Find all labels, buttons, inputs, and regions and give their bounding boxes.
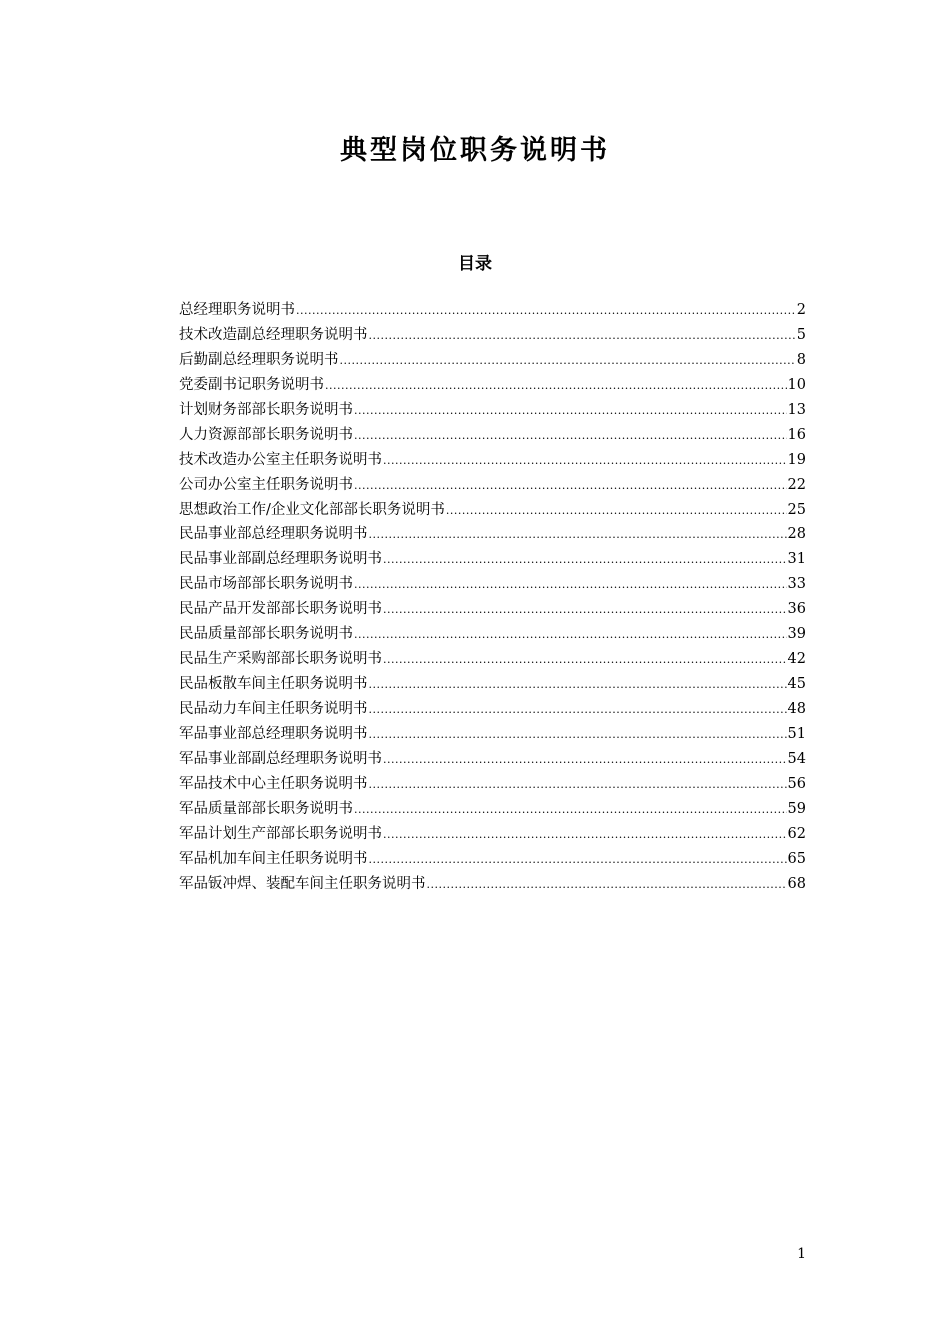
document-title: 典型岗位职务说明书: [340, 135, 610, 166]
toc-entry[interactable]: [179, 697, 806, 722]
toc-dot-leader: [369, 673, 787, 698]
toc-entry[interactable]: [179, 647, 806, 672]
toc-entry-page-number[interactable]: 68: [787, 875, 806, 892]
toc-entry-page-number[interactable]: 65: [787, 850, 806, 867]
toc-entry-page-number[interactable]: 42: [787, 651, 806, 668]
toc-entry-label[interactable]: 民品市场部部长职务说明书: [179, 576, 353, 593]
toc-entry-page-number[interactable]: 56: [787, 775, 806, 792]
toc-dot-leader: [427, 873, 787, 898]
toc-entry-page-number[interactable]: 25: [787, 501, 806, 518]
toc-entry-label[interactable]: 民品质量部部长职务说明书: [179, 626, 353, 643]
toc-entry-page-number[interactable]: 22: [787, 476, 806, 493]
toc-entry-label[interactable]: 后勤副总经理职务说明书: [179, 351, 339, 368]
toc-dot-leader: [383, 648, 787, 673]
toc-entry-page-number[interactable]: 54: [787, 750, 806, 767]
toc-entry-label[interactable]: 军品质量部部长职务说明书: [179, 800, 353, 817]
toc-entry-label[interactable]: 民品产品开发部部长职务说明书: [179, 601, 382, 618]
table-of-contents: [179, 298, 806, 897]
toc-dot-leader: [354, 474, 787, 499]
toc-entry-label[interactable]: 总经理职务说明书: [179, 302, 295, 318]
toc-entry-page-number[interactable]: 51: [787, 725, 806, 742]
toc-entry[interactable]: [179, 498, 806, 523]
toc-entry-page-number[interactable]: 62: [787, 825, 806, 842]
toc-entry-label[interactable]: 民品动力车间主任职务说明书: [179, 701, 368, 717]
toc-entry[interactable]: [179, 547, 806, 572]
toc-entry[interactable]: [179, 597, 806, 622]
toc-entry-label[interactable]: 思想政治工作/企业文化部部长职务说明书: [179, 501, 445, 518]
toc-entry[interactable]: [179, 572, 806, 597]
toc-entry[interactable]: [179, 847, 806, 872]
toc-entry[interactable]: [179, 373, 806, 398]
toc-entry-label[interactable]: 民品生产采购部部长职务说明书: [179, 651, 382, 668]
toc-dot-leader: [369, 523, 787, 548]
toc-entry[interactable]: [179, 872, 806, 897]
toc-entry-page-number[interactable]: 31: [787, 551, 806, 568]
toc-entry[interactable]: [179, 398, 806, 423]
toc-dot-leader: [354, 623, 787, 648]
toc-dot-leader: [354, 399, 787, 424]
toc-entry-label[interactable]: 计划财务部部长职务说明书: [179, 401, 353, 418]
toc-entry-page-number[interactable]: 10: [787, 376, 806, 393]
toc-dot-leader: [340, 349, 796, 374]
toc-entry-page-number[interactable]: 8: [796, 351, 806, 368]
toc-entry[interactable]: [179, 448, 806, 473]
toc-dot-leader: [446, 499, 787, 524]
toc-dot-leader: [369, 773, 787, 798]
toc-entry-page-number[interactable]: 33: [787, 576, 806, 593]
toc-entry-label[interactable]: 民品事业部副总经理职务说明书: [179, 551, 382, 568]
toc-entry-page-number[interactable]: 16: [787, 426, 806, 443]
toc-entry-label[interactable]: 军品机加车间主任职务说明书: [179, 850, 368, 867]
toc-entry-label[interactable]: 技术改造副总经理职务说明书: [179, 326, 368, 343]
toc-entry-page-number[interactable]: 19: [787, 451, 806, 468]
toc-dot-leader: [354, 798, 787, 823]
toc-entry-page-number[interactable]: 5: [796, 326, 806, 343]
toc-entry-page-number[interactable]: 13: [787, 401, 806, 418]
toc-entry[interactable]: [179, 298, 806, 323]
page-number: 1: [797, 1246, 806, 1262]
toc-entry-label[interactable]: 军品事业部总经理职务说明书: [179, 725, 368, 742]
toc-entry[interactable]: [179, 348, 806, 373]
toc-entry-label[interactable]: 人力资源部部长职务说明书: [179, 426, 353, 443]
toc-entry-label[interactable]: 军品计划生产部部长职务说明书: [179, 825, 382, 842]
toc-entry-label[interactable]: 军品技术中心主任职务说明书: [179, 775, 368, 792]
toc-entry[interactable]: [179, 622, 806, 647]
toc-dot-leader: [369, 698, 787, 723]
toc-dot-leader: [296, 299, 796, 324]
toc-entry[interactable]: [179, 522, 806, 547]
toc-entry[interactable]: [179, 747, 806, 772]
toc-entry[interactable]: [179, 323, 806, 348]
toc-dot-leader: [325, 374, 787, 399]
toc-entry[interactable]: [179, 822, 806, 847]
toc-dot-leader: [383, 748, 787, 773]
toc-entry-label[interactable]: 公司办公室主任职务说明书: [179, 476, 353, 493]
toc-dot-leader: [383, 449, 787, 474]
toc-entry-label[interactable]: 军品钣冲焊、装配车间主任职务说明书: [179, 875, 426, 892]
toc-entry[interactable]: [179, 423, 806, 448]
toc-entry[interactable]: [179, 473, 806, 498]
toc-entry[interactable]: [179, 722, 806, 747]
toc-dot-leader: [354, 573, 787, 598]
toc-entry-label[interactable]: 民品事业部总经理职务说明书: [179, 526, 368, 543]
toc-entry-page-number[interactable]: 39: [787, 626, 806, 643]
toc-dot-leader: [369, 723, 787, 748]
toc-entry-page-number[interactable]: 36: [787, 601, 806, 618]
toc-entry-label[interactable]: 军品事业部副总经理职务说明书: [179, 750, 382, 767]
toc-dot-leader: [354, 424, 787, 449]
toc-entry-page-number[interactable]: 2: [796, 302, 806, 318]
toc-dot-leader: [383, 598, 787, 623]
toc-heading: 目录: [458, 254, 492, 274]
toc-entry-page-number[interactable]: 28: [787, 526, 806, 543]
toc-dot-leader: [369, 324, 796, 349]
toc-dot-leader: [383, 548, 787, 573]
toc-entry[interactable]: [179, 772, 806, 797]
toc-entry-page-number[interactable]: 59: [787, 800, 806, 817]
toc-dot-leader: [383, 823, 787, 848]
toc-entry-label[interactable]: 党委副书记职务说明书: [179, 376, 324, 393]
toc-entry-label[interactable]: 民品板散车间主任职务说明书: [179, 676, 368, 693]
toc-entry-page-number[interactable]: 45: [787, 676, 806, 693]
toc-entry[interactable]: [179, 672, 806, 697]
toc-dot-leader: [369, 848, 787, 873]
toc-entry-page-number[interactable]: 48: [787, 701, 806, 717]
toc-entry-label[interactable]: 技术改造办公室主任职务说明书: [179, 451, 382, 468]
toc-entry[interactable]: [179, 797, 806, 822]
